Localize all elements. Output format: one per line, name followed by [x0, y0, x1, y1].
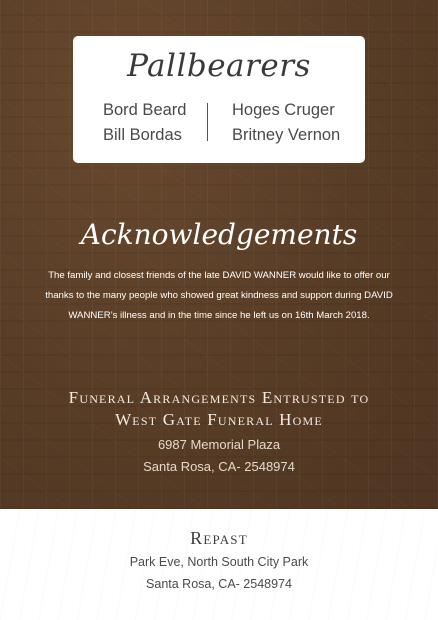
pallbearers-right-column	[232, 98, 352, 148]
address-street: 6987 Memorial Plaza	[157, 437, 281, 452]
acknowledgements-title: Acknowledgements	[80, 218, 358, 251]
address-city: Santa Rosa, CA- 2548974	[143, 459, 295, 474]
repast-title: Repast	[190, 528, 248, 548]
pallbearer-name: Britney Vernon	[232, 126, 341, 144]
acknowledgements-text	[28, 266, 410, 326]
address-street: Park Eve, North South City Park	[129, 555, 309, 569]
pallbearers-card	[73, 36, 365, 163]
funeral-home-address	[0, 434, 438, 478]
funeral-home-name: West Gate Funeral Home	[115, 410, 323, 429]
acknowledgement-line: thanks to the many people who showed great kindness and support during DAVID	[45, 290, 393, 301]
pallbearer-name: Hoges Cruger	[232, 101, 335, 119]
acknowledgement-line: The family and closest friends of the late DAVID WANNER would like to offer our	[48, 270, 390, 281]
arrangements-title-line: Funeral Arrangements Entrusted to	[68, 388, 370, 407]
pallbearers-title: Pallbearers	[127, 48, 311, 84]
repast-address	[0, 551, 438, 595]
pallbearer-name: Bord Beard	[103, 101, 187, 119]
arrangements-title	[0, 387, 438, 431]
address-city: Santa Rosa, CA- 2548974	[146, 577, 292, 591]
pallbearers-left-column	[103, 98, 223, 148]
pallbearer-name: Bill Bordas	[103, 126, 182, 144]
column-divider	[207, 103, 208, 141]
acknowledgement-line: WANNER’s illness and in the time since he left us on 16th March 2018.	[68, 310, 370, 321]
